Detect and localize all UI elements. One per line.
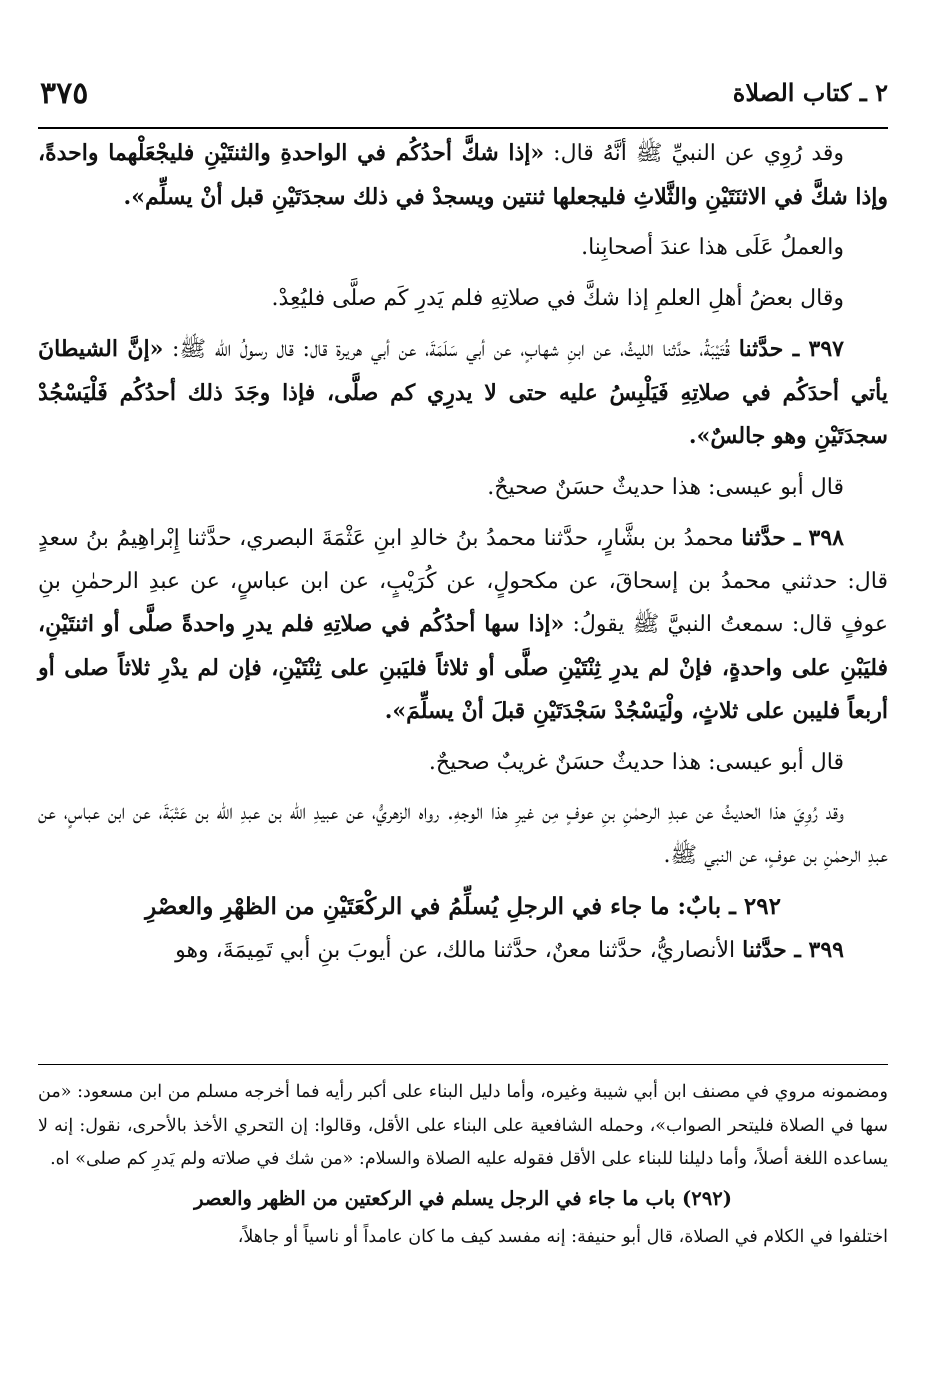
hadith-399 <box>38 929 888 973</box>
hadith-quote: «إذا شكَّ أحدُكُم في الواحدةِ والثنتَيْنِ فليجْعَلْهما واحدةً، وإذا شكَّ في الاثنَتَيْنِ والثَّلاثِ فليجعلها ثنتين ويسجدْ في ذلك سجدَتَيْنِ قبل أنْ يسلِّم». <box>38 140 888 210</box>
hadith-quote: «إنَّ الشيطانَ يأتي أحدَكُم في صلاتِهِ فَيَلْبِسُ عليه حتى لا يدرِي كم صلَّى، فإذا وجَدَ ذلك أحدُكُم فَلْيَسْجُدْ سجدَتَيْنِ وهو جالسٌ». <box>38 336 888 449</box>
hadith-398 <box>38 517 888 734</box>
chapter-heading-292: ٢٩٢ ـ بابٌ: ما جاء في الرجلِ يُسلِّمُ في الركْعَتَيْنِ من الظهْرِ والعصْرِ <box>145 893 781 920</box>
hadith-number: ٣٩٩ ـ حدَّثنا <box>742 937 844 963</box>
hadith-number: ٣٩٧ ـ حدَّثنا <box>738 336 844 362</box>
isnad: الأنصاريُّ، حدَّثنا معنٌ، حدَّثنا مالك، عن أيوبَ بنِ أبي تَمِيمَةَ، وهو <box>175 938 743 963</box>
header-rule <box>38 127 888 129</box>
paragraph-amal: والعملُ عَلَى هذا عندَ أصحابِنا. <box>581 235 844 260</box>
commentary <box>38 1076 888 1254</box>
main-text <box>38 132 888 981</box>
commentary-chapter-heading: (٢٩٢) باب ما جاء في الرجل يسلم في الركعتين من الظهر والعصر <box>194 1186 732 1210</box>
hadith-number: ٣٩٨ ـ حدَّثنا <box>741 525 844 551</box>
page-number: ٣٧٥ <box>40 76 89 111</box>
intro-text: وقد رُوِي عن النبيِّ ﷺ أنَّهُ قال: <box>544 141 845 166</box>
paragraph-other-chains: وقد رُوِيَ هذا الحديثُ عن عبدِ الرحمٰنِ بنِ عوفٍ مِن غيرِ هذا الوجهِ. رواه الزهريُّ، عن عبيدِ الله بن عبدِ الله بن عَتْبَةَ، عن ابن عباسٍ، عن عبدِ الرحمٰنِ بن عوفٍ، عن النبي ﷺ. <box>38 800 888 868</box>
running-header <box>38 78 888 118</box>
footnote-rule <box>38 1064 888 1065</box>
chapter-title: ٢ ـ كتاب الصلاة <box>732 78 888 107</box>
hadith-397 <box>38 328 888 459</box>
hadith-grade-397: قال أبو عيسى: هذا حديثٌ حسَنٌ صحيحٌ. <box>487 474 844 500</box>
isnad: محمدُ بن بشَّارٍ، حدَّثنا محمدُ بنُ خالدِ ابنِ عَثْمَةَ البصري، حدَّثنا إِبْراهِيمُ بنُ سعدٍ قال: حدثني محمدُ بن إسحاقَ، عن مكحولٍ، عن كُرَيْبٍ، عن ابن عباسٍ، عن عبدِ الرحمٰنِ بنِ عوفٍ قال: سمعتُ النبيَّ ﷺ يقولُ: <box>38 526 888 637</box>
commentary-paragraph-2: اختلفوا في الكلام في الصلاة، قال أبو حنيفة: إنه مفسد كيف ما كان عامداً أو ناسياً أو جاهلاً، <box>237 1226 888 1247</box>
hadith-quote: «إذا سها أحدُكُم في صلاتِهِ فلم يدرِ واحدةً صلَّى أو اثنتَيْنِ، فليَبْنِ على واحدةٍ، فإنْ لم يدرِ ثِنْتَيْنِ صلَّى أو ثلاثاً فليَبنِ على ثِنْتَيْنِ، فإن لم يدْرِ ثلاثاً صلى أو أربعاً فليبن على ثلاثٍ، ولْيَسْجُدْ سَجْدَتَيْنِ قبلَ أنْ يسلِّمَ». <box>38 611 888 724</box>
paragraph-scholars: وقال بعضُ أهلِ العلمِ إذا شكَّ في صلاتِهِ فلم يَدرِ كَم صلَّى فليُعِدْ. <box>271 285 844 311</box>
paragraph-riwaya-intro <box>38 132 888 219</box>
commentary-paragraph: ومضمونه مروي في مصنف ابن أبي شيبة وغيره، وأما دليل البناء على أكبر رأيه فما أخرجه مسلم من ابن مسعود: «من سها في الصلاة فليتحر الصواب»، وحمله الشافعية على البناء على الأقل، وقالوا: إن التحري الأخذ بالأحرى، نقول: إنه لا يساعده اللغة أصلاً، وأما دليلنا للبناء على الأقل فقوله عليه الصلاة والسلام: «من شك في صلاته ولم يَدرِ كم صلى» اه. <box>38 1082 888 1169</box>
isnad: قُتَيْبَةُ، حدَّثنا الليثُ، عن ابنِ شهابٍ، عن أبي سَلَمَةَ، عن أبي هريرة قال: قال رسولُ الله ﷺ: <box>163 337 739 362</box>
book-page <box>38 0 888 1385</box>
hadith-grade-398: قال أبو عيسى: هذا حديثٌ حسَنٌ غريبٌ صحيحٌ. <box>428 749 844 775</box>
